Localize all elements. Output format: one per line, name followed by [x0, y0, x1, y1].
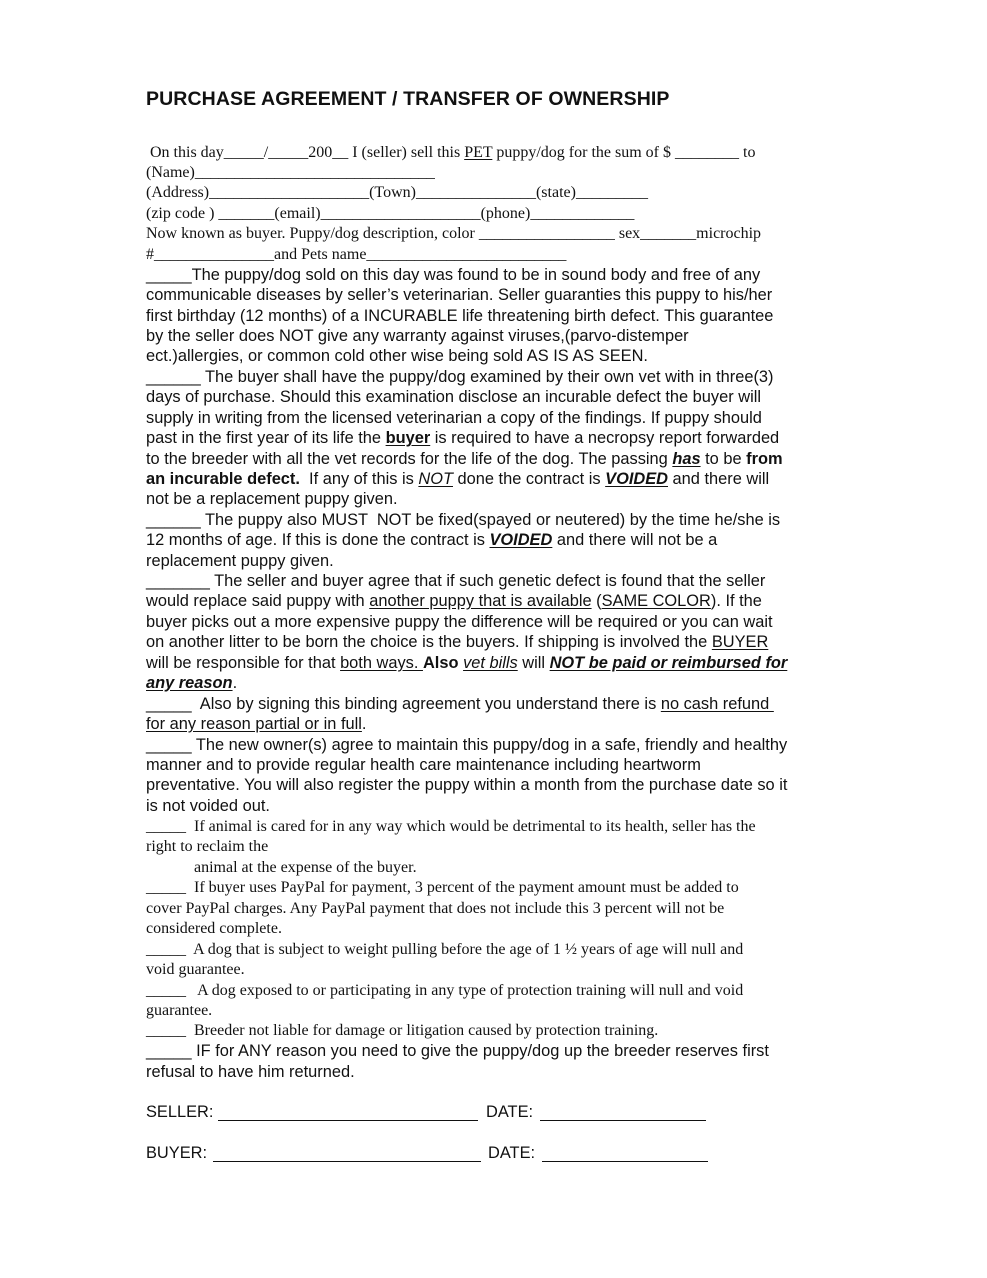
address-line: (Address)____________________(Town)_______________(state)_________	[146, 184, 648, 201]
buyer-date-label: DATE:	[488, 1144, 536, 1162]
health-guarantee-line-3: first birthday (12 months) of a INCURABLE life threatening birth defect. This guarantee	[146, 307, 774, 325]
weight-pulling-line-1: _____ A dog that is subject to weight pulling before the age of 1 ½ years of age will null and	[146, 941, 744, 958]
refund-line-2: for any reason partial or in full.	[146, 715, 367, 733]
buyer-date-line[interactable]	[542, 1161, 708, 1162]
vet-exam-line-5: to the breeder with all the vet records for the life of the dog. The passing has to be from	[146, 450, 783, 468]
reclaim-line-1: _____ If animal is cared for in any way which would be detrimental to its health, seller has the	[146, 818, 756, 835]
reclaim-line-2: right to reclaim the	[146, 838, 269, 855]
health-guarantee-line-1: _____The puppy/dog sold on this day was found to be in sound body and free of any	[146, 266, 761, 284]
description-line: Now known as buyer. Puppy/dog description, color _________________ sex_______microchip	[146, 225, 762, 242]
replacement-line-4: on another litter to be born the choice is the buyers. If shipping is involved the BUYER	[146, 633, 769, 651]
replacement-line-2: would replace said puppy with another puppy that is available (SAME COLOR). If the	[146, 592, 762, 610]
seller-date-line[interactable]	[540, 1120, 706, 1121]
seller-signature-line[interactable]	[218, 1120, 478, 1121]
first-refusal-line-2: refusal to have him returned.	[146, 1063, 355, 1081]
seller-date-label: DATE:	[486, 1103, 534, 1121]
spay-neuter-line-1: ______ The puppy also MUST NOT be fixed(spayed or neutered) by the time he/she is	[146, 511, 781, 529]
name-line: (Name)______________________________	[146, 164, 435, 181]
vet-exam-line-7: not be a replacement puppy given.	[146, 490, 398, 508]
vet-exam-line-3: supply in writing from the licensed veterinarian a copy of the findings. If puppy should	[146, 409, 762, 427]
paypal-line-1: _____ If buyer uses PayPal for payment, 3 percent of the payment amount must be added to	[146, 879, 739, 896]
buyer-signature-line[interactable]	[213, 1161, 481, 1162]
vet-exam-line-1: ______ The buyer shall have the puppy/dog examined by their own vet with in three(3)	[146, 368, 774, 386]
vet-exam-line-2: days of purchase. Should this examination disclose an incurable defect the buyer will	[146, 388, 762, 406]
buyer-label: BUYER:	[146, 1144, 208, 1162]
first-refusal-line-1: _____ IF for ANY reason you need to give the puppy/dog up the breeder reserves first	[146, 1042, 769, 1060]
paypal-line-2: cover PayPal charges. Any PayPal payment that does not include this 3 percent will not be	[146, 900, 725, 917]
document-title: PURCHASE AGREEMENT / TRANSFER OF OWNERSHIP	[146, 88, 670, 110]
reclaim-line-3: animal at the expense of the buyer.	[194, 859, 417, 876]
vet-exam-line-6: an incurable defect. If any of this is NOT done the contract is VOIDED and there will	[146, 470, 770, 488]
care-line-2: manner and to provide regular health care maintenance including heartworm	[146, 756, 701, 774]
seller-label: SELLER:	[146, 1103, 214, 1121]
header-line-1: On this day_____/_____200__ I (seller) sell this PET puppy/dog for the sum of $ ________ to	[146, 144, 756, 161]
protection-training-line-1: _____ A dog exposed to or participating in any type of protection training will null and void	[146, 982, 744, 999]
health-guarantee-line-2: communicable diseases by seller’s veterinarian. Seller guaranties this puppy to his/her	[146, 286, 773, 304]
liability-line: _____ Breeder not liable for damage or litigation caused by protection training.	[146, 1022, 659, 1039]
refund-line-1: _____ Also by signing this binding agreement you understand there is no cash refund	[146, 695, 774, 713]
spay-neuter-line-3: replacement puppy given.	[146, 552, 334, 570]
health-guarantee-line-4: by the seller does NOT give any warranty against viruses,(parvo-distemper	[146, 327, 689, 345]
health-guarantee-line-5: ect.)allergies, or common cold other wise being sold AS IS AS SEEN.	[146, 347, 648, 365]
replacement-line-5: will be responsible for that both ways. Also vet bills will NOT be paid or reimbursed for	[146, 654, 788, 672]
microchip-pets-name-line: #_______________and Pets name_________________________	[146, 246, 567, 263]
replacement-line-1: _______ The seller and buyer agree that if such genetic defect is found that the seller	[146, 572, 766, 590]
vet-exam-line-4: past in the first year of its life the buyer is required to have a necropsy report forwarded	[146, 429, 780, 447]
replacement-line-6: any reason.	[146, 674, 238, 692]
care-line-4: is not voided out.	[146, 797, 270, 815]
paypal-line-3: considered complete.	[146, 920, 282, 937]
protection-training-line-2: guarantee.	[146, 1002, 213, 1019]
care-line-1: _____ The new owner(s) agree to maintain this puppy/dog in a safe, friendly and healthy	[146, 736, 788, 754]
zip-email-phone-line: (zip code ) _______(email)____________________(phone)_____________	[146, 205, 635, 222]
weight-pulling-line-2: void guarantee.	[146, 961, 245, 978]
care-line-3: preventative. You will also register the puppy within a month from the purchase date so it	[146, 776, 788, 794]
spay-neuter-line-2: 12 months of age. If this is done the contract is VOIDED and there will not be a	[146, 531, 718, 549]
replacement-line-3: buyer picks out a more expensive puppy the difference will be required or you can wait	[146, 613, 773, 631]
